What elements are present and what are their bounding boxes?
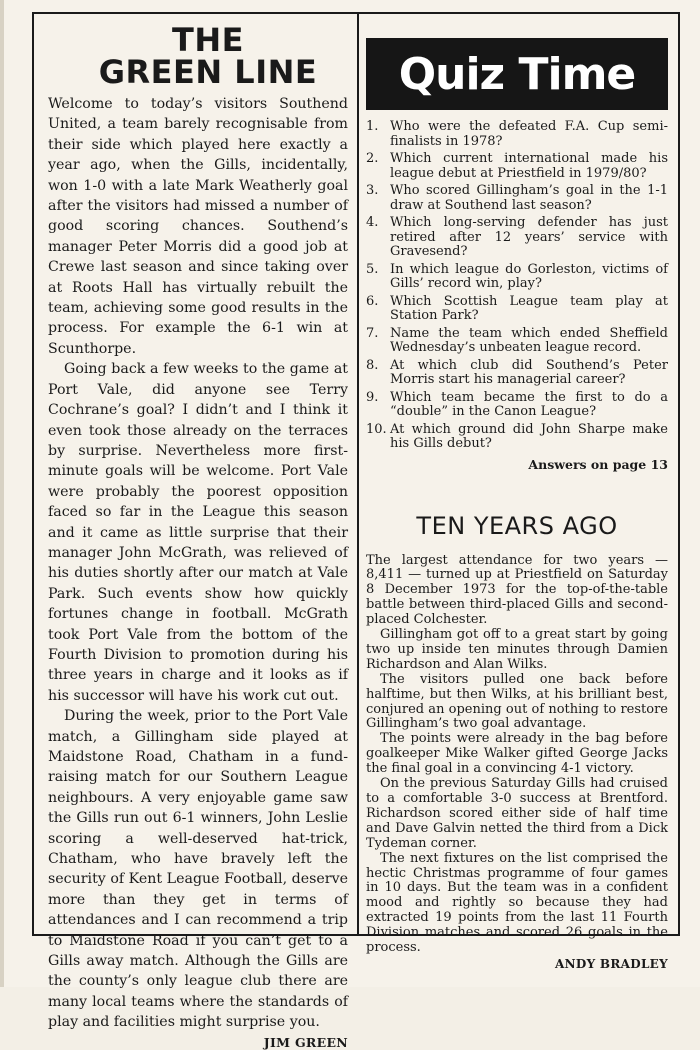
quiz-question-list (366, 120, 668, 452)
question-number: 2. (366, 151, 379, 166)
question-number: 7. (366, 325, 379, 341)
ten-years-ago-title: TEN YEARS AGO (416, 511, 618, 540)
paragraph: The next fixtures on the list comprised the hectic Christmas programme of four games in 10 days. But the team was in a confident mood and rightly so because they had extracted 19 points from the last 11 Fourth Division matches and scored 26 goals in the process. (366, 850, 668, 956)
paragraph: Going back a few weeks to the game at Port Vale, did anyone see Terry Cochrane’s goal? I didn’t and I think it even took those already on the terraces by surprise. Nevertheless more first-minute goals will be welcome. Port Vale were probably the poorest opposition faced so far in the League this season and it came as little surprise that their manager John McGrath, was relieved of his duties shortly after our match at Vale Park. Such events show how quickly fortunes change in football. McGrath took Port Vale from the bottom of the Fourth Division to promotion during his three years in charge and it looks as if his successor will have his work cut out. (48, 361, 348, 704)
quiz-question (366, 295, 668, 324)
byline-jim-green: JIM GREEN (263, 1034, 348, 1050)
paragraph: The visitors pulled one back before halftime, but then Wilks, at his brilliant best, conjured an opening out of nothing to restore Gillingham’s two goal advantage. (366, 671, 668, 732)
question-number: 5. (366, 261, 379, 277)
question-number: 1. (366, 119, 379, 134)
title-line-2: GREEN LINE (98, 53, 318, 91)
paragraph: During the week, prior to the Port Vale match, a Gillingham side played at Maidstone Road, Chatham in a fund-raising match for our Southern League neighbours. A very enjoyable game saw the Gills run out 6-1 winners, John Leslie scoring a well-deserved hat-trick, Chatham, who have bravely left the security of Kent League Football, deserve more than they get in terms of attendances and I can recommend a trip to Maidstone Road if you can’t get to a Gills away match. Although the Gills are the county’s only league club there are many local teams where the standards of play and facilities might surprise you. (48, 708, 348, 1031)
question-text: Who were the defeated F.A. Cup semi-finalists in 1978? (390, 119, 668, 149)
paragraph: The largest attendance for two years — 8,411 — turned up at Priestfield on Saturday 8 December 1973 for the top-of-the-table battle between third-placed Gills and second-placed Colchester. (366, 552, 668, 628)
quiz-question (366, 391, 668, 420)
question-text: Name the team which ended Sheffield Wednesday’s unbeaten league record. (390, 325, 668, 355)
question-text: Which Scottish League team play at Station Park? (390, 293, 668, 323)
question-text: Which long-serving defender has just retired after 12 years’ service with Gravesend? (390, 215, 668, 259)
quiz-question (366, 327, 668, 356)
paragraph: The points were already in the bag before goalkeeper Mike Walker gifted George Jacks the final goal in a convincing 4-1 victory. (366, 731, 668, 777)
question-number: 9. (366, 389, 379, 405)
quiz-question (366, 120, 668, 149)
question-text: At which club did Southend’s Peter Morris start his managerial career? (390, 357, 668, 387)
right-column (366, 38, 668, 971)
paragraph: Welcome to today’s visitors Southend United, a team barely recognisable from their side which played here exactly a year ago, when the Gills, incidentally, won 1-0 with a late Mark Weatherly goal after the visitors had missed a number of good scoring chances. Southend’s manager Peter Morris did a good job at Crewe last season and since taking over at Roots Hall has virtually rebuilt the team, achieving some good results in the process. For example the 6-1 win at Scunthorpe. (48, 96, 348, 357)
answers-note: Answers on page 13 (528, 456, 668, 472)
question-text: At which ground did John Sharpe make his Gills debut? (390, 421, 668, 451)
title-line-1: THE (172, 21, 244, 59)
ten-years-ago-body (366, 554, 668, 956)
quiz-question (366, 263, 668, 292)
question-number: 10. (366, 421, 387, 437)
quiz-time-banner: Quiz Time (366, 38, 668, 110)
paragraph: Gillingham got off to a great start by going two up inside ten minutes through Damien Richardson and Alan Wilks. (366, 627, 668, 672)
question-number: 8. (366, 357, 379, 373)
question-number: 4. (366, 215, 379, 230)
paragraph: On the previous Saturday Gills had cruised to a comfortable 3-0 success at Brentford. Richardson scored either side of half time and Dave Galvin netted the third from a Dick Tydeman corner. (366, 776, 668, 851)
green-line-title (48, 21, 348, 91)
green-line-column (48, 21, 348, 1050)
column-divider (357, 12, 359, 936)
question-text: In which league do Gorleston, victims of Gills’ record win, play? (390, 261, 668, 291)
question-number: 3. (366, 183, 379, 198)
byline-andy-bradley: ANDY BRADLEY (554, 956, 668, 971)
quiz-question (366, 423, 668, 452)
quiz-question (366, 152, 668, 181)
quiz-question (366, 359, 668, 388)
quiz-question (366, 184, 668, 213)
question-text: Which current international made his league debut at Priestfield in 1979/80? (390, 151, 668, 181)
green-line-body (48, 94, 348, 1033)
question-text: Which team became the first to do a “double” in the Canon League? (390, 389, 668, 419)
question-number: 6. (366, 293, 379, 309)
question-text: Who scored Gillingham’s goal in the 1-1 draw at Southend last season? (390, 183, 668, 213)
quiz-question (366, 216, 668, 260)
binding-edge (0, 0, 4, 987)
